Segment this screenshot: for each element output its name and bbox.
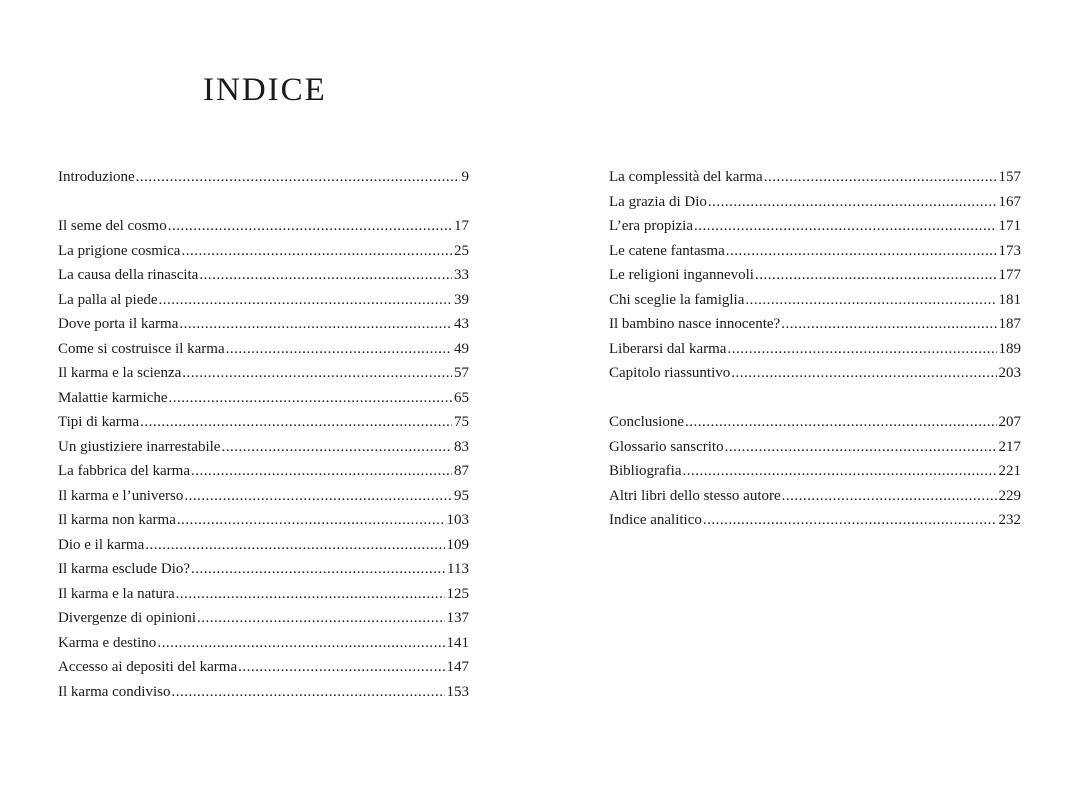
toc-entry-page: 113 (447, 561, 469, 577)
toc-entry[interactable] (609, 361, 1021, 386)
section-spacer (609, 386, 1021, 411)
toc-entry[interactable] (58, 410, 469, 435)
toc-entry-label: Il karma non karma (58, 512, 176, 528)
toc-entry-label: Glossario sanscrito (609, 438, 724, 455)
dot-leader (226, 337, 452, 362)
toc-entry-label: Indice analitico (609, 512, 702, 528)
toc-entry-page: 187 (998, 316, 1021, 332)
dot-leader (703, 508, 997, 533)
dot-leader (176, 582, 445, 607)
toc-entry[interactable] (58, 582, 469, 607)
toc-entry-label: Un giustiziere inarrestabile (58, 438, 221, 455)
toc-entry-introduction[interactable] (58, 165, 469, 190)
toc-entry[interactable] (58, 239, 469, 264)
toc-entry-page: 65 (454, 389, 469, 406)
toc-entry-label: Bibliografia (609, 463, 682, 479)
dot-leader (745, 288, 996, 313)
toc-entry-page: 75 (454, 414, 469, 430)
toc-entry-page: 189 (998, 340, 1021, 357)
toc-entry-label: Le catene fantasma (609, 242, 725, 259)
dot-leader (140, 410, 452, 435)
toc-entry-label: Il karma e la natura (58, 585, 175, 602)
toc-entry-label: Introduzione (58, 169, 135, 185)
toc-entry-page: 33 (454, 267, 469, 283)
toc-entry[interactable] (609, 508, 1021, 533)
toc-entry[interactable] (609, 459, 1021, 484)
toc-entry-label: Il karma esclude Dio? (58, 561, 191, 577)
toc-entry[interactable] (58, 631, 469, 656)
toc-entry-label: Conclusione (609, 414, 684, 430)
toc-entry-page: 57 (454, 365, 469, 381)
dot-leader (136, 165, 460, 190)
toc-entry[interactable] (58, 288, 469, 313)
page-title: INDICE (203, 72, 327, 108)
toc-entry-page: 181 (998, 291, 1021, 308)
toc-entry[interactable] (609, 337, 1021, 362)
toc-entry-label: Il seme del cosmo (58, 218, 167, 234)
toc-entry-label: Il karma e l’universo (58, 487, 184, 504)
dot-leader (179, 312, 452, 337)
toc-entry-page: 95 (454, 487, 469, 504)
toc-entry[interactable] (58, 655, 469, 680)
dot-leader (199, 263, 452, 288)
toc-entry-label: Dove porta il karma (58, 316, 179, 332)
toc-entry-page: 83 (454, 438, 469, 455)
toc-entry[interactable] (58, 337, 469, 362)
toc-entry-page: 49 (454, 340, 469, 357)
dot-leader (781, 312, 996, 337)
toc-entry-label: L’era propizia (609, 218, 693, 234)
toc-right-column (609, 165, 1021, 533)
toc-entry[interactable] (609, 214, 1021, 239)
toc-entry-label: Karma e destino (58, 634, 157, 651)
toc-entry-page: 171 (998, 218, 1021, 234)
toc-entry[interactable] (609, 165, 1021, 190)
dot-leader (182, 361, 452, 386)
dot-leader (181, 239, 452, 264)
toc-entry-page: 217 (998, 438, 1021, 455)
toc-entry-label: Accesso ai depositi del karma (58, 659, 238, 675)
toc-entry-label: Divergenze di opinioni (58, 610, 197, 626)
dot-leader (694, 214, 997, 239)
dot-leader (755, 263, 997, 288)
toc-entry-label: Tipi di karma (58, 414, 140, 430)
dot-leader (169, 386, 452, 411)
toc-entry[interactable] (58, 557, 469, 582)
toc-entry-page: 39 (454, 291, 469, 308)
toc-entry[interactable] (58, 435, 469, 460)
toc-entry-page: 137 (446, 610, 469, 626)
toc-entry[interactable] (609, 263, 1021, 288)
dot-leader (197, 606, 444, 631)
toc-entry-page: 109 (446, 536, 469, 553)
dot-leader (191, 459, 452, 484)
toc-entry[interactable] (58, 386, 469, 411)
toc-entry[interactable] (58, 680, 469, 705)
toc-entry-page: 203 (998, 365, 1021, 381)
toc-entry-label: Dio e il karma (58, 536, 145, 553)
toc-entry-page: 43 (454, 316, 469, 332)
dot-leader (184, 484, 452, 509)
dot-leader (731, 361, 996, 386)
toc-entry[interactable] (609, 190, 1021, 215)
dot-leader (727, 337, 996, 362)
toc-entry-page: 153 (446, 683, 469, 700)
toc-entry-label: Come si costruisce il karma (58, 340, 225, 357)
dot-leader (159, 288, 452, 313)
dot-leader (726, 239, 997, 264)
toc-entry-page: 177 (998, 267, 1021, 283)
dot-leader (685, 410, 997, 435)
toc-entry[interactable] (609, 484, 1021, 509)
toc-entry-label: La palla al piede (58, 291, 158, 308)
dot-leader (221, 435, 452, 460)
toc-entry-label: Il bambino nasce innocente? (609, 316, 781, 332)
toc-entry-page: 232 (998, 512, 1021, 528)
dot-leader (764, 165, 997, 190)
toc-entry-page: 17 (454, 218, 469, 234)
toc-entry-page: 147 (446, 659, 469, 675)
dot-leader (725, 435, 997, 460)
toc-entry-label: Il karma e la scienza (58, 365, 182, 381)
section-spacer (58, 190, 469, 215)
dot-leader (168, 214, 452, 239)
toc-entry-label: Il karma condiviso (58, 683, 171, 700)
toc-entry-page: 207 (998, 414, 1021, 430)
toc-entry[interactable] (58, 361, 469, 386)
toc-entry[interactable] (58, 459, 469, 484)
dot-leader (782, 484, 997, 509)
toc-entry-label: La grazia di Dio (609, 193, 707, 210)
toc-entry[interactable] (58, 533, 469, 558)
dot-leader (238, 655, 444, 680)
toc-entry[interactable] (609, 410, 1021, 435)
toc-entry-page: 141 (446, 634, 469, 651)
toc-entry-label: La complessità del karma (609, 169, 763, 185)
dot-leader (708, 190, 997, 215)
dot-leader (157, 631, 444, 656)
toc-entry[interactable] (609, 288, 1021, 313)
toc-entry-page: 87 (454, 463, 469, 479)
dot-leader (682, 459, 996, 484)
toc-entry-page: 167 (998, 193, 1021, 210)
dot-leader (191, 557, 445, 582)
toc-entry[interactable] (609, 312, 1021, 337)
toc-entry-page: 25 (454, 242, 469, 259)
dot-leader (145, 533, 444, 558)
toc-entry-label: Le religioni ingannevoli (609, 267, 754, 283)
toc-entry-label: Chi sceglie la famiglia (609, 291, 745, 308)
toc-entry-page: 157 (998, 169, 1021, 185)
toc-entry[interactable] (609, 239, 1021, 264)
toc-entry-label: La fabbrica del karma (58, 463, 191, 479)
toc-entry[interactable] (58, 214, 469, 239)
toc-entry-label: Liberarsi dal karma (609, 340, 727, 357)
toc-entry-label: Capitolo riassuntivo (609, 365, 731, 381)
toc-entry-label: Altri libri dello stesso autore (609, 487, 781, 504)
toc-entry[interactable] (58, 508, 469, 533)
toc-entry-label: La prigione cosmica (58, 242, 181, 259)
toc-entry-page: 9 (461, 169, 469, 185)
toc-entry[interactable] (58, 484, 469, 509)
dot-leader (171, 680, 444, 705)
toc-entry[interactable] (609, 435, 1021, 460)
toc-left-column (58, 165, 469, 704)
toc-entry-page: 103 (446, 512, 469, 528)
toc-entry[interactable] (58, 263, 469, 288)
toc-entry-label: La causa della rinascita (58, 267, 199, 283)
toc-entry[interactable] (58, 606, 469, 631)
toc-entry-page: 221 (998, 463, 1021, 479)
toc-entry-page: 229 (998, 487, 1021, 504)
toc-entry[interactable] (58, 312, 469, 337)
dot-leader (177, 508, 445, 533)
toc-entry-label: Malattie karmiche (58, 389, 168, 406)
toc-entry-page: 173 (998, 242, 1021, 259)
toc-entry-page: 125 (446, 585, 469, 602)
